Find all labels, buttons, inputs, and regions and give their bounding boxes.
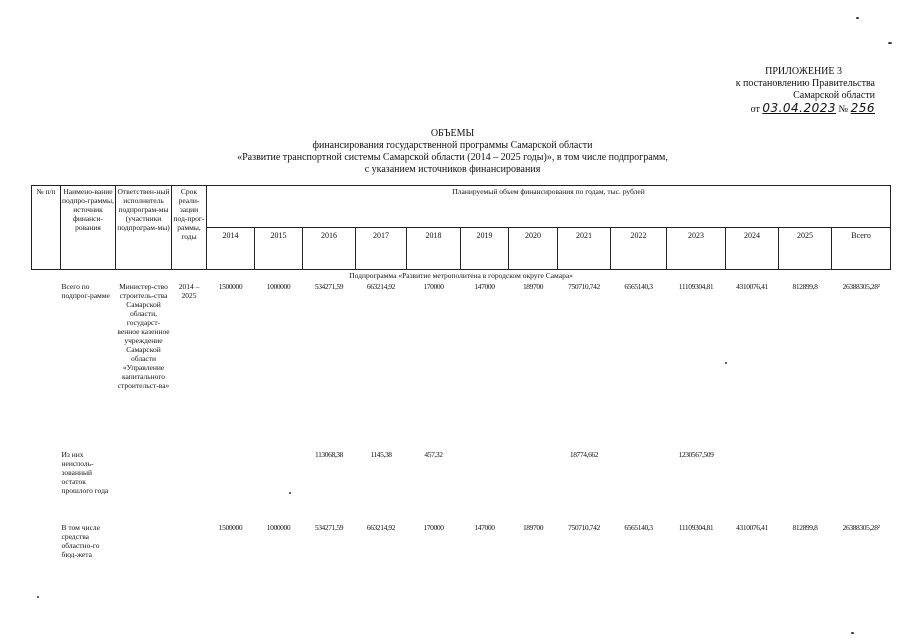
header-plan: Планируемый объем финансирования по годам, тыс. рублей bbox=[207, 186, 891, 228]
row-value-cell bbox=[611, 449, 667, 522]
row-value-cell: 113068,38 bbox=[315, 450, 343, 459]
row-value-cell: 4310076,41 bbox=[736, 282, 768, 291]
header-year: 2021 bbox=[558, 228, 611, 270]
table-row bbox=[32, 522, 891, 592]
row-number bbox=[32, 522, 61, 592]
heading-line3: «Развитие транспортной системы Самарской области (2014 – 2025 годы)», в том числе подпрограмм, bbox=[237, 152, 668, 163]
row-number bbox=[32, 281, 61, 449]
header-year: 2020 bbox=[509, 228, 558, 270]
row-value-cell bbox=[255, 449, 303, 522]
scan-speck bbox=[856, 17, 859, 19]
row-value-cell: 6565140,3 bbox=[624, 282, 653, 291]
header-term: Срок реали-зации под-прог-раммы, годы bbox=[172, 186, 207, 270]
scan-speck bbox=[725, 362, 727, 364]
row-value-cell: 1145,38 bbox=[370, 450, 392, 459]
row-term bbox=[172, 449, 207, 522]
row-value-cell: 6565140,3 bbox=[624, 523, 653, 532]
header-year: 2015 bbox=[255, 228, 303, 270]
row-value-cell: 189700 bbox=[522, 282, 544, 291]
row-executor bbox=[116, 449, 172, 522]
row-value-cell bbox=[207, 449, 255, 522]
subprogram-title: Подпрограмма «Развитие метрополитена в городском округе Самара» bbox=[349, 271, 573, 280]
row-value-cell: 26388305,28² bbox=[842, 523, 880, 532]
header-year: 2023 bbox=[667, 228, 726, 270]
row-value-cell: 534271,59 bbox=[314, 523, 344, 532]
row-value-cell: 18774,662 bbox=[569, 450, 599, 459]
header-executor: Ответствен-ный исполнитель подпрограм-мы (участники подпрограм-мы) bbox=[116, 186, 172, 270]
header-year: 2022 bbox=[611, 228, 667, 270]
row-term: 2014 – 2025 bbox=[178, 282, 200, 300]
heading-line2: финансирования государственной программы Самарской области bbox=[312, 140, 593, 151]
scan-speck bbox=[289, 492, 291, 494]
row-value-cell: 1500000 bbox=[218, 523, 243, 532]
row-value-cell: 812899,8 bbox=[792, 282, 818, 291]
appendix-title: ПРИЛОЖЕНИЕ 3 bbox=[765, 66, 842, 77]
row-number bbox=[32, 449, 61, 522]
decree-number: 256 bbox=[850, 101, 875, 115]
heading-title: ОБЪЕМЫ bbox=[430, 128, 475, 139]
row-value-cell: 457,32 bbox=[424, 450, 443, 459]
row-executor bbox=[116, 522, 172, 592]
decree-date: 03.04.2023 bbox=[762, 101, 837, 115]
row-name: Всего по подпрог-рамме bbox=[61, 282, 110, 300]
header-year: 2024 bbox=[726, 228, 779, 270]
from-label: от bbox=[750, 104, 760, 115]
scan-speck bbox=[851, 632, 854, 634]
header-year: 2019 bbox=[461, 228, 509, 270]
row-value-cell: 147000 bbox=[474, 282, 495, 291]
row-value-cell: 663214,92 bbox=[366, 282, 396, 291]
appendix-line1: к постановлению Правительства bbox=[735, 78, 875, 89]
row-value-cell: 534271,59 bbox=[314, 282, 344, 291]
row-value-cell: 189700 bbox=[522, 523, 544, 532]
row-value-cell: 170000 bbox=[423, 282, 444, 291]
row-term bbox=[172, 522, 207, 592]
appendix-date-line bbox=[675, 102, 875, 116]
heading-line4: с указанием источников финансирования bbox=[364, 164, 541, 175]
row-value-cell: 1000000 bbox=[266, 523, 291, 532]
row-executor: Министер-ство строитель-ства Самарской области, государст-венное казенное учреждение Самарской области «Управление капитального строительст-ва» bbox=[117, 282, 170, 390]
row-value-cell: 1230567,509 bbox=[678, 450, 714, 459]
row-value-cell: 812899,8 bbox=[792, 523, 818, 532]
header-year: 2018 bbox=[407, 228, 461, 270]
row-name: Из них неисполь-зованный остаток прошлого года bbox=[61, 450, 109, 495]
row-value-cell: 750710,742 bbox=[568, 282, 600, 291]
row-value-cell: 170000 bbox=[423, 523, 444, 532]
scan-speck bbox=[888, 42, 892, 44]
row-value-cell bbox=[509, 449, 558, 522]
row-value-cell: 1500000 bbox=[218, 282, 243, 291]
document-heading bbox=[0, 128, 905, 176]
appendix-block bbox=[675, 66, 875, 116]
scan-speck bbox=[37, 596, 39, 598]
row-value-cell: 147000 bbox=[474, 523, 495, 532]
header-year: Всего bbox=[832, 228, 891, 270]
row-value-cell: 11109304,81 bbox=[678, 523, 714, 532]
row-value-cell: 26388305,28² bbox=[842, 282, 880, 291]
table-row bbox=[32, 449, 891, 522]
header-name: Наимено-вание подпро-граммы, источник финанси-рования bbox=[61, 186, 116, 270]
row-value-cell: 1000000 bbox=[266, 282, 291, 291]
row-value-cell bbox=[726, 449, 779, 522]
table-row bbox=[32, 281, 891, 449]
row-value-cell bbox=[461, 449, 509, 522]
row-value-cell: 750710,742 bbox=[568, 523, 600, 532]
financing-table bbox=[31, 185, 891, 592]
row-value-cell: 4310076,41 bbox=[736, 523, 768, 532]
row-name: В том числе средства областно-го бюд-жета bbox=[61, 523, 100, 559]
appendix-line2: Самарской области bbox=[793, 90, 875, 101]
number-label: № bbox=[838, 104, 849, 115]
row-value-cell bbox=[779, 449, 832, 522]
header-year: 2016 bbox=[303, 228, 356, 270]
row-value-cell bbox=[832, 449, 891, 522]
header-num: № п/п bbox=[32, 186, 61, 270]
header-year: 2017 bbox=[356, 228, 407, 270]
header-year: 2025 bbox=[779, 228, 832, 270]
row-value-cell: 663214,92 bbox=[366, 523, 396, 532]
header-year: 2014 bbox=[207, 228, 255, 270]
row-value-cell: 11109304,81 bbox=[678, 282, 714, 291]
